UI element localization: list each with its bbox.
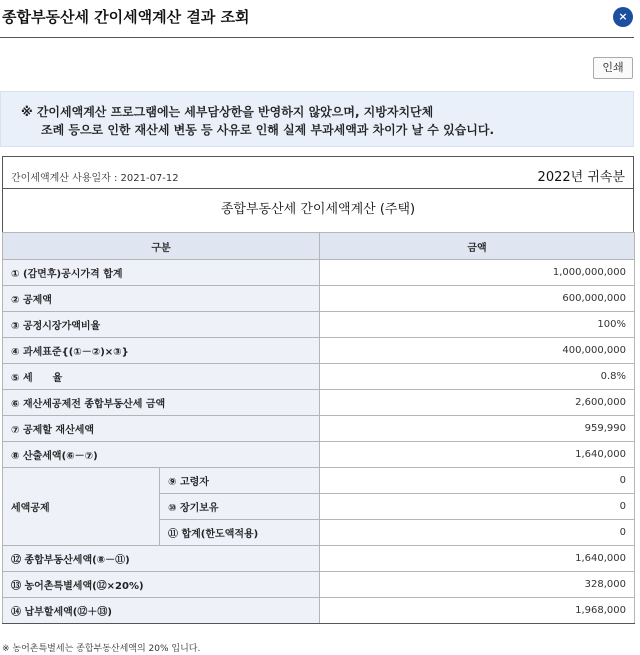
table-row bbox=[3, 598, 635, 624]
table-row bbox=[3, 468, 635, 494]
table-row bbox=[3, 286, 635, 312]
table-title: 종합부동산세 간이세액계산 (주택) bbox=[220, 202, 416, 217]
row-amount: 1,000,000,000 bbox=[320, 260, 635, 286]
info-divider bbox=[3, 188, 633, 189]
table-row bbox=[3, 338, 635, 364]
page-title: 종합부동산세 간이세액계산 결과 조회 bbox=[2, 8, 250, 26]
table-row bbox=[3, 364, 635, 390]
close-button[interactable] bbox=[613, 7, 633, 27]
row-amount: 0 bbox=[320, 520, 635, 546]
row-amount: 0 bbox=[320, 468, 635, 494]
footnote: ※ 농어촌특별세는 종합부동산세액의 20% 입니다. bbox=[2, 644, 201, 654]
table-row bbox=[3, 442, 635, 468]
row-label: ⑦ 공제할 재산세액 bbox=[3, 416, 320, 442]
row-amount: 400,000,000 bbox=[320, 338, 635, 364]
header-category: 구분 bbox=[3, 233, 320, 260]
notice-line-1: ※ 간이세액계산 프로그램에는 세부담상한을 반영하지 않았으며, 지방자치단체 bbox=[21, 105, 434, 119]
row-amount: 1,640,000 bbox=[320, 442, 635, 468]
row-label: ⑤ 세 율 bbox=[3, 364, 320, 390]
row-label: ⑥ 재산세공제전 종합부동산세 금액 bbox=[3, 390, 320, 416]
table-row bbox=[3, 260, 635, 286]
close-icon: × bbox=[618, 10, 628, 23]
notice-line-2: 조례 등으로 인한 재산세 변동 등 사유로 인해 실제 부과세액과 차이가 날 수 있습니다. bbox=[41, 123, 495, 137]
row-amount: 1,968,000 bbox=[320, 598, 635, 624]
row-label: ⑫ 종합부동산세액(⑧－⑪) bbox=[3, 546, 320, 572]
table-row bbox=[3, 546, 635, 572]
row-label: ⑨ 고령자 bbox=[160, 468, 320, 494]
row-amount: 0 bbox=[320, 494, 635, 520]
table-row bbox=[3, 312, 635, 338]
tax-year: 2022년 귀속분 bbox=[537, 170, 625, 185]
calc-info-box bbox=[2, 156, 634, 234]
table-row bbox=[3, 390, 635, 416]
row-amount: 600,000,000 bbox=[320, 286, 635, 312]
table-header-row bbox=[3, 233, 635, 260]
row-amount: 328,000 bbox=[320, 572, 635, 598]
table-row bbox=[3, 572, 635, 598]
row-label: ② 공제액 bbox=[3, 286, 320, 312]
row-label: ⑭ 납부할세액(⑫＋⑬) bbox=[3, 598, 320, 624]
row-amount: 100% bbox=[320, 312, 635, 338]
row-amount: 0.8% bbox=[320, 364, 635, 390]
row-label: ⑧ 산출세액(⑥－⑦) bbox=[3, 442, 320, 468]
header-amount: 금액 bbox=[320, 233, 635, 260]
print-button[interactable]: 인쇄 bbox=[593, 57, 633, 79]
row-amount: 1,640,000 bbox=[320, 546, 635, 572]
notice-box bbox=[0, 91, 634, 147]
row-label: ④ 과세표준{(①－②)×③} bbox=[3, 338, 320, 364]
tax-calc-table bbox=[2, 232, 635, 624]
row-label: ① (감면후)공시가격 합계 bbox=[3, 260, 320, 286]
use-date: 간이세액계산 사용일자 : 2021-07-12 bbox=[11, 173, 179, 184]
row-label: ⑩ 장기보유 bbox=[160, 494, 320, 520]
row-amount: 959,990 bbox=[320, 416, 635, 442]
row-label: ⑪ 합계(한도액적용) bbox=[160, 520, 320, 546]
row-amount: 2,600,000 bbox=[320, 390, 635, 416]
row-label: ③ 공정시장가액비율 bbox=[3, 312, 320, 338]
row-label: ⑬ 농어촌특별세액(⑫×20%) bbox=[3, 572, 320, 598]
table-row bbox=[3, 416, 635, 442]
deduction-group-label: 세액공제 bbox=[3, 468, 160, 546]
title-divider bbox=[0, 37, 634, 38]
